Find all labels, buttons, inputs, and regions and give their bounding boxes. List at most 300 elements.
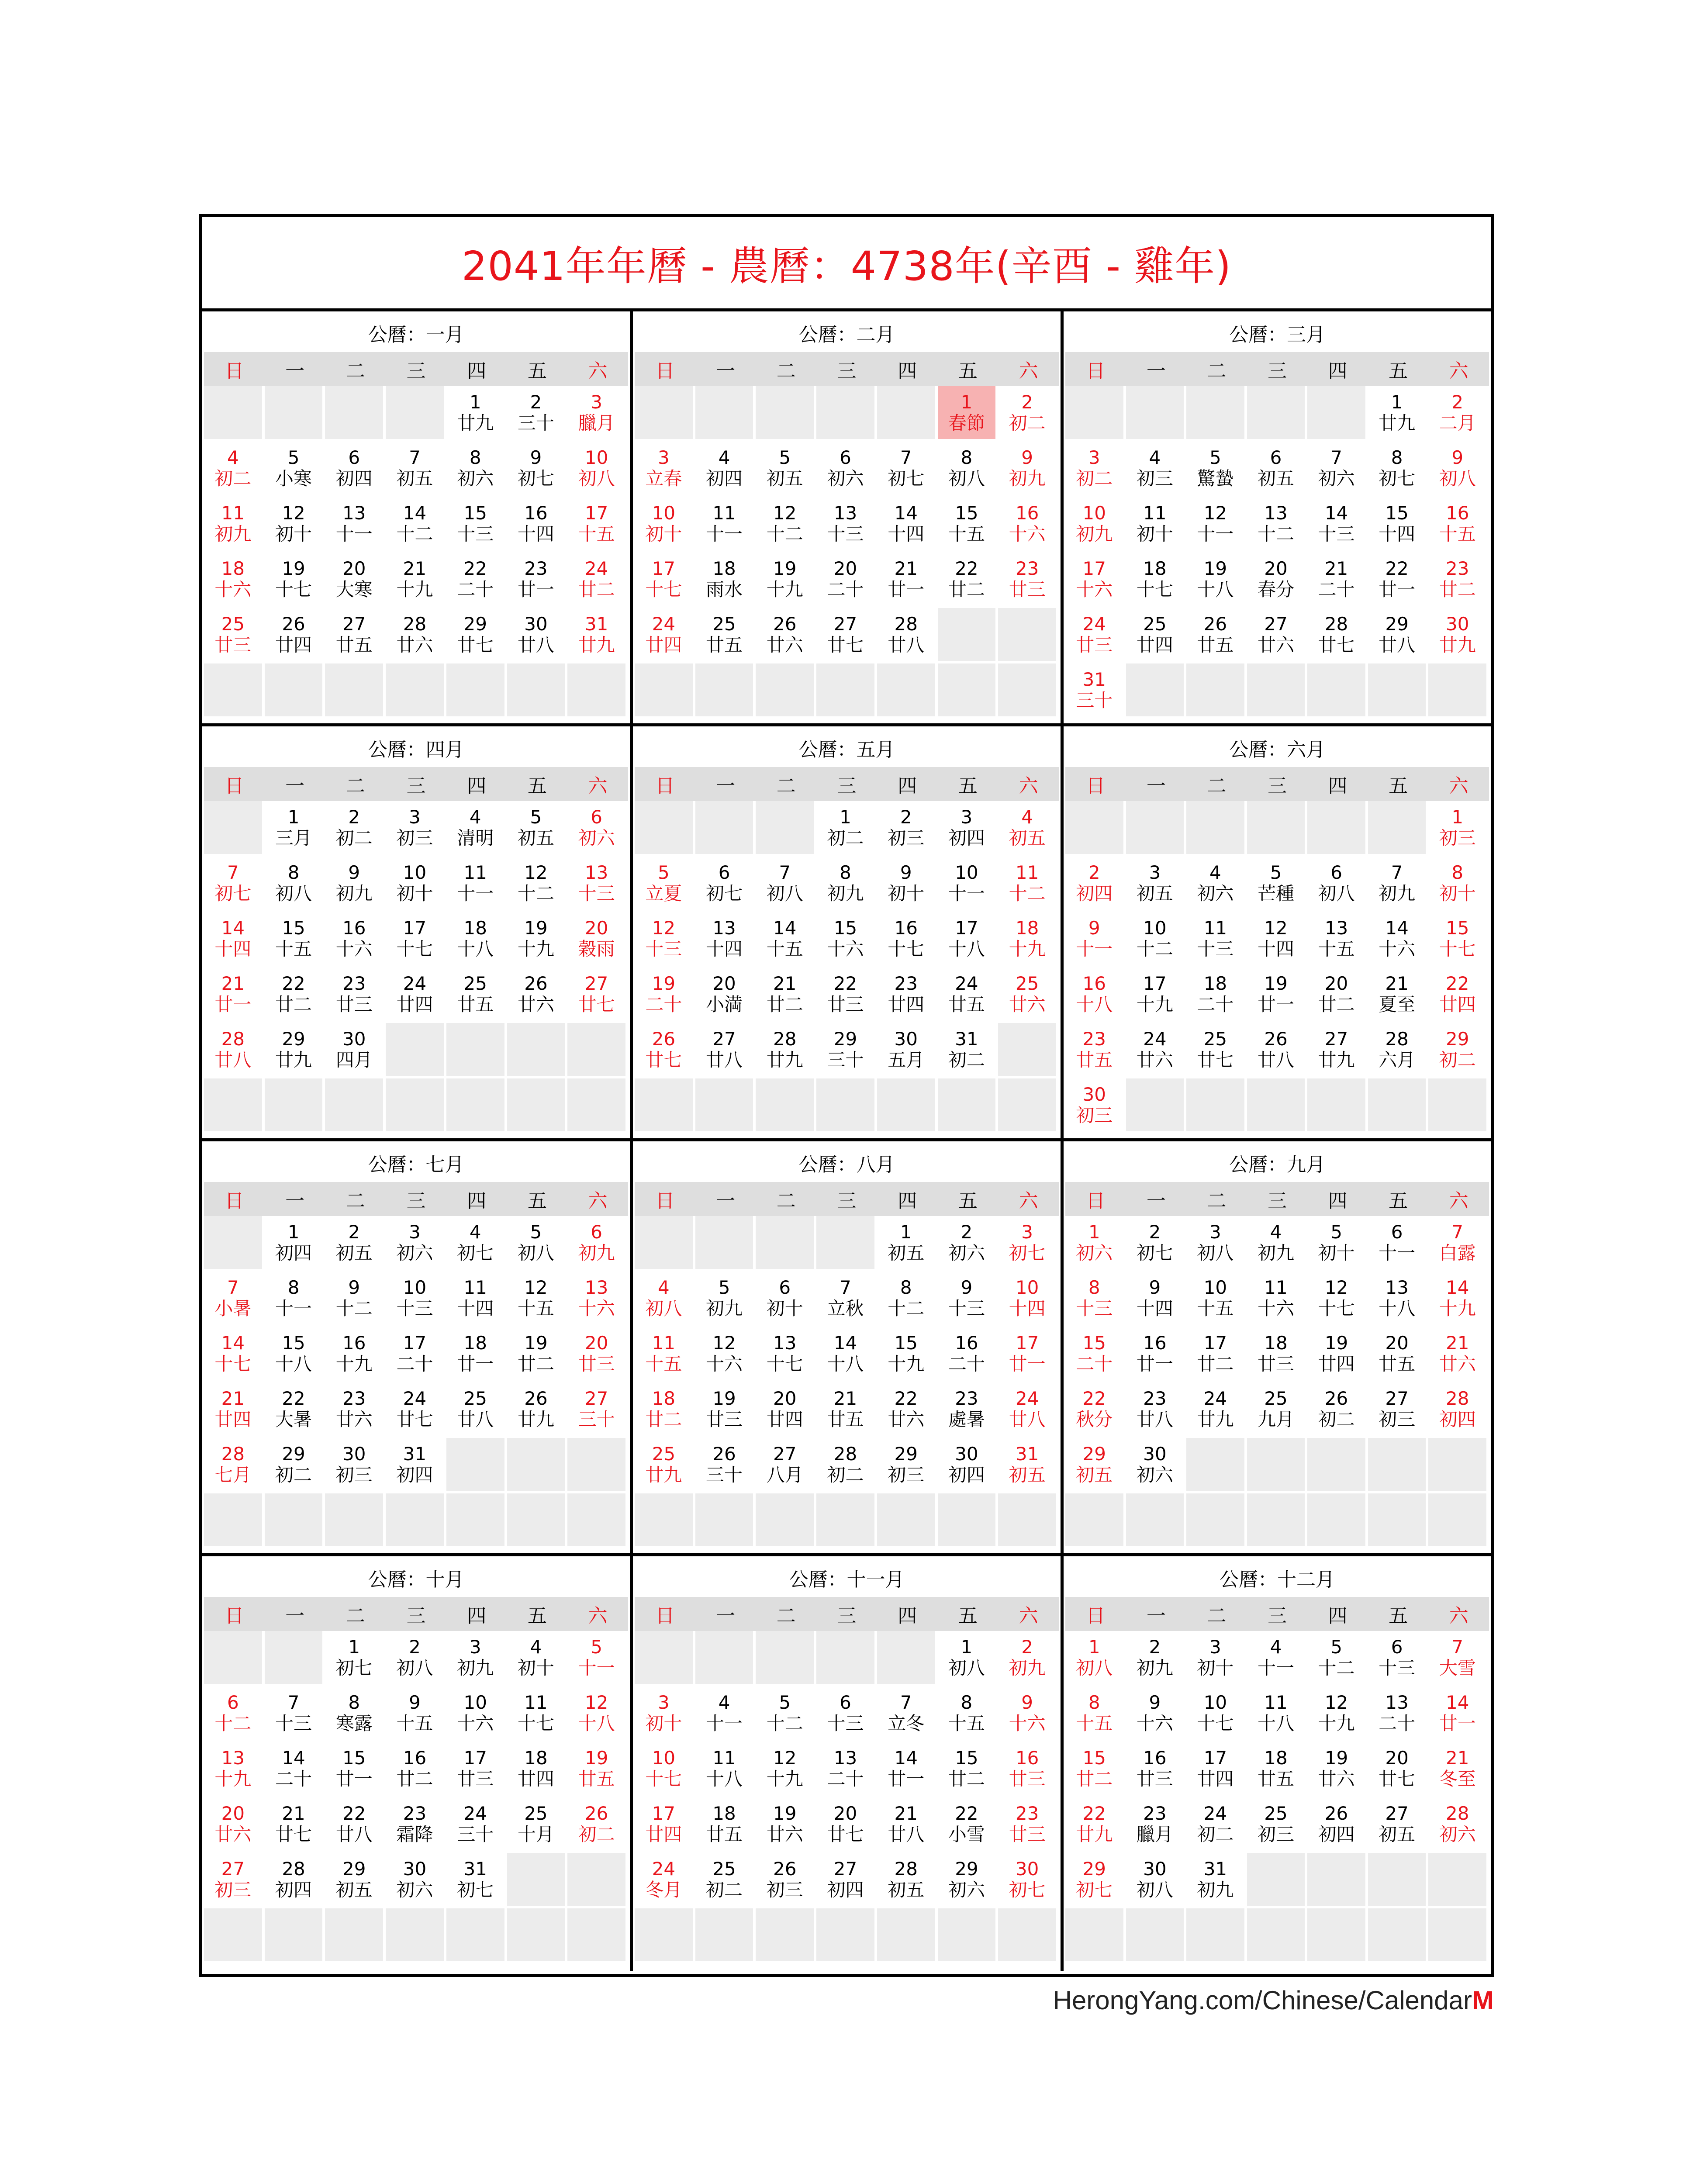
- day-cell[interactable]: [1186, 857, 1247, 912]
- day-cell[interactable]: [567, 1382, 628, 1438]
- day-cell[interactable]: [877, 1272, 938, 1327]
- day-cell[interactable]: [386, 1272, 446, 1327]
- day-cell[interactable]: [1247, 1272, 1308, 1327]
- day-cell[interactable]: [816, 1438, 877, 1493]
- day-cell[interactable]: [1126, 1272, 1187, 1327]
- day-cell[interactable]: [567, 912, 628, 968]
- day-cell[interactable]: [1126, 1631, 1187, 1686]
- day-cell[interactable]: [1186, 1023, 1247, 1078]
- day-cell[interactable]: [1368, 1797, 1429, 1853]
- day-cell[interactable]: [265, 1686, 325, 1742]
- day-cell[interactable]: [756, 1327, 816, 1382]
- day-cell[interactable]: [1065, 1631, 1126, 1686]
- day-cell[interactable]: [938, 1438, 999, 1493]
- day-cell[interactable]: [998, 1327, 1059, 1382]
- day-cell[interactable]: [1247, 608, 1308, 663]
- day-cell[interactable]: [816, 968, 877, 1023]
- day-cell[interactable]: [386, 968, 446, 1023]
- day-cell[interactable]: [1126, 1438, 1187, 1493]
- day-cell[interactable]: [1368, 553, 1429, 608]
- day-cell[interactable]: [998, 801, 1059, 857]
- day-cell[interactable]: [635, 968, 695, 1023]
- day-cell[interactable]: [325, 1216, 386, 1272]
- day-cell[interactable]: [1247, 857, 1308, 912]
- day-cell[interactable]: [998, 1797, 1059, 1853]
- day-cell[interactable]: [507, 497, 568, 553]
- day-cell[interactable]: [1065, 1272, 1126, 1327]
- day-cell[interactable]: [756, 1686, 816, 1742]
- day-cell[interactable]: [635, 553, 695, 608]
- day-cell[interactable]: [695, 497, 756, 553]
- day-cell[interactable]: [938, 1742, 999, 1797]
- day-cell[interactable]: [567, 1327, 628, 1382]
- day-cell[interactable]: [1186, 912, 1247, 968]
- day-cell[interactable]: [386, 553, 446, 608]
- day-cell[interactable]: [446, 553, 507, 608]
- day-cell[interactable]: [816, 912, 877, 968]
- day-cell[interactable]: [635, 1382, 695, 1438]
- day-cell[interactable]: [507, 1742, 568, 1797]
- day-cell[interactable]: [507, 608, 568, 663]
- day-cell[interactable]: [1065, 1853, 1126, 1908]
- day-cell[interactable]: [756, 442, 816, 497]
- day-cell[interactable]: [1186, 968, 1247, 1023]
- day-cell[interactable]: [325, 912, 386, 968]
- day-cell[interactable]: [1428, 1686, 1489, 1742]
- day-cell[interactable]: [1065, 1742, 1126, 1797]
- day-cell[interactable]: [1065, 1438, 1126, 1493]
- day-cell[interactable]: [877, 912, 938, 968]
- day-cell[interactable]: [1247, 968, 1308, 1023]
- day-cell[interactable]: [386, 1216, 446, 1272]
- day-cell[interactable]: [635, 1686, 695, 1742]
- day-cell[interactable]: [877, 1686, 938, 1742]
- day-cell[interactable]: [1307, 968, 1368, 1023]
- day-cell[interactable]: [938, 857, 999, 912]
- day-cell[interactable]: [204, 1327, 265, 1382]
- day-cell[interactable]: [756, 1023, 816, 1078]
- day-cell[interactable]: [816, 497, 877, 553]
- day-cell[interactable]: [998, 1742, 1059, 1797]
- day-cell[interactable]: [325, 857, 386, 912]
- day-cell[interactable]: [1126, 857, 1187, 912]
- day-cell[interactable]: [877, 857, 938, 912]
- day-cell[interactable]: [1186, 608, 1247, 663]
- day-cell[interactable]: [756, 1272, 816, 1327]
- day-cell[interactable]: [204, 1797, 265, 1853]
- day-cell[interactable]: [204, 968, 265, 1023]
- day-cell[interactable]: [1307, 857, 1368, 912]
- day-cell[interactable]: [877, 1438, 938, 1493]
- day-cell[interactable]: [567, 1272, 628, 1327]
- day-cell[interactable]: [386, 1686, 446, 1742]
- day-cell[interactable]: [446, 1853, 507, 1908]
- day-cell[interactable]: [265, 1272, 325, 1327]
- day-cell[interactable]: [1247, 1742, 1308, 1797]
- day-cell[interactable]: [1368, 1382, 1429, 1438]
- day-cell[interactable]: [386, 1631, 446, 1686]
- day-cell[interactable]: [1065, 608, 1126, 663]
- day-cell[interactable]: [1126, 1023, 1187, 1078]
- day-cell[interactable]: [1428, 1023, 1489, 1078]
- day-cell[interactable]: [1126, 553, 1187, 608]
- day-cell[interactable]: [756, 1742, 816, 1797]
- day-cell[interactable]: [1186, 1327, 1247, 1382]
- day-cell[interactable]: [386, 857, 446, 912]
- day-cell[interactable]: [1065, 1078, 1126, 1134]
- day-cell[interactable]: [507, 386, 568, 442]
- day-cell[interactable]: [695, 1742, 756, 1797]
- day-cell[interactable]: [446, 912, 507, 968]
- day-cell[interactable]: [998, 1686, 1059, 1742]
- day-cell[interactable]: [1065, 553, 1126, 608]
- day-cell[interactable]: [1368, 608, 1429, 663]
- day-cell[interactable]: [1126, 497, 1187, 553]
- day-cell[interactable]: [938, 912, 999, 968]
- day-cell[interactable]: [446, 1216, 507, 1272]
- day-cell[interactable]: [938, 801, 999, 857]
- day-cell[interactable]: [695, 608, 756, 663]
- day-cell[interactable]: [756, 1382, 816, 1438]
- day-cell[interactable]: [695, 553, 756, 608]
- day-cell[interactable]: [1428, 608, 1489, 663]
- day-cell[interactable]: [1428, 1272, 1489, 1327]
- day-cell[interactable]: [938, 386, 999, 442]
- day-cell[interactable]: [386, 497, 446, 553]
- day-cell[interactable]: [695, 1797, 756, 1853]
- day-cell[interactable]: [567, 1686, 628, 1742]
- day-cell[interactable]: [1428, 968, 1489, 1023]
- day-cell[interactable]: [1428, 553, 1489, 608]
- day-cell[interactable]: [756, 1853, 816, 1908]
- day-cell[interactable]: [325, 1382, 386, 1438]
- day-cell[interactable]: [386, 1853, 446, 1908]
- day-cell[interactable]: [1065, 912, 1126, 968]
- day-cell[interactable]: [386, 442, 446, 497]
- day-cell[interactable]: [446, 608, 507, 663]
- day-cell[interactable]: [695, 442, 756, 497]
- day-cell[interactable]: [938, 1216, 999, 1272]
- day-cell[interactable]: [1428, 801, 1489, 857]
- day-cell[interactable]: [938, 1797, 999, 1853]
- day-cell[interactable]: [1186, 442, 1247, 497]
- day-cell[interactable]: [635, 912, 695, 968]
- day-cell[interactable]: [386, 1797, 446, 1853]
- day-cell[interactable]: [325, 608, 386, 663]
- day-cell[interactable]: [1368, 497, 1429, 553]
- day-cell[interactable]: [567, 1216, 628, 1272]
- day-cell[interactable]: [446, 497, 507, 553]
- day-cell[interactable]: [265, 1742, 325, 1797]
- day-cell[interactable]: [507, 1216, 568, 1272]
- day-cell[interactable]: [938, 442, 999, 497]
- day-cell[interactable]: [446, 1631, 507, 1686]
- day-cell[interactable]: [1307, 1023, 1368, 1078]
- day-cell[interactable]: [567, 857, 628, 912]
- day-cell[interactable]: [1065, 1797, 1126, 1853]
- day-cell[interactable]: [695, 1272, 756, 1327]
- day-cell[interactable]: [1186, 1216, 1247, 1272]
- day-cell[interactable]: [507, 968, 568, 1023]
- day-cell[interactable]: [265, 442, 325, 497]
- day-cell[interactable]: [325, 1742, 386, 1797]
- day-cell[interactable]: [695, 1023, 756, 1078]
- day-cell[interactable]: [1307, 1742, 1368, 1797]
- day-cell[interactable]: [938, 1382, 999, 1438]
- day-cell[interactable]: [1126, 912, 1187, 968]
- day-cell[interactable]: [204, 1023, 265, 1078]
- day-cell[interactable]: [635, 608, 695, 663]
- day-cell[interactable]: [567, 1631, 628, 1686]
- day-cell[interactable]: [1368, 1742, 1429, 1797]
- day-cell[interactable]: [265, 608, 325, 663]
- day-cell[interactable]: [1368, 912, 1429, 968]
- day-cell[interactable]: [446, 442, 507, 497]
- day-cell[interactable]: [998, 968, 1059, 1023]
- day-cell[interactable]: [635, 442, 695, 497]
- day-cell[interactable]: [1428, 1216, 1489, 1272]
- day-cell[interactable]: [446, 1797, 507, 1853]
- day-cell[interactable]: [756, 968, 816, 1023]
- day-cell[interactable]: [998, 497, 1059, 553]
- day-cell[interactable]: [1065, 968, 1126, 1023]
- day-cell[interactable]: [1065, 497, 1126, 553]
- day-cell[interactable]: [816, 1382, 877, 1438]
- day-cell[interactable]: [1428, 442, 1489, 497]
- day-cell[interactable]: [567, 497, 628, 553]
- day-cell[interactable]: [446, 1327, 507, 1382]
- day-cell[interactable]: [695, 1853, 756, 1908]
- day-cell[interactable]: [877, 553, 938, 608]
- day-cell[interactable]: [695, 1438, 756, 1493]
- day-cell[interactable]: [1126, 968, 1187, 1023]
- day-cell[interactable]: [938, 1272, 999, 1327]
- day-cell[interactable]: [204, 1742, 265, 1797]
- day-cell[interactable]: [1307, 1631, 1368, 1686]
- day-cell[interactable]: [1065, 857, 1126, 912]
- day-cell[interactable]: [325, 968, 386, 1023]
- day-cell[interactable]: [204, 1853, 265, 1908]
- day-cell[interactable]: [325, 1327, 386, 1382]
- day-cell[interactable]: [635, 1023, 695, 1078]
- day-cell[interactable]: [204, 608, 265, 663]
- day-cell[interactable]: [635, 1438, 695, 1493]
- day-cell[interactable]: [816, 1797, 877, 1853]
- day-cell[interactable]: [325, 1272, 386, 1327]
- day-cell[interactable]: [1368, 1686, 1429, 1742]
- day-cell[interactable]: [1247, 553, 1308, 608]
- day-cell[interactable]: [1126, 608, 1187, 663]
- day-cell[interactable]: [1065, 1382, 1126, 1438]
- day-cell[interactable]: [446, 801, 507, 857]
- day-cell[interactable]: [204, 1382, 265, 1438]
- day-cell[interactable]: [325, 1631, 386, 1686]
- day-cell[interactable]: [695, 1686, 756, 1742]
- day-cell[interactable]: [938, 1853, 999, 1908]
- day-cell[interactable]: [1186, 497, 1247, 553]
- day-cell[interactable]: [1247, 1327, 1308, 1382]
- day-cell[interactable]: [1126, 1382, 1187, 1438]
- day-cell[interactable]: [567, 1742, 628, 1797]
- day-cell[interactable]: [816, 608, 877, 663]
- day-cell[interactable]: [938, 497, 999, 553]
- day-cell[interactable]: [1247, 1686, 1308, 1742]
- day-cell[interactable]: [877, 497, 938, 553]
- day-cell[interactable]: [1428, 912, 1489, 968]
- day-cell[interactable]: [325, 1797, 386, 1853]
- day-cell[interactable]: [507, 1272, 568, 1327]
- day-cell[interactable]: [998, 1216, 1059, 1272]
- day-cell[interactable]: [695, 1382, 756, 1438]
- day-cell[interactable]: [325, 1023, 386, 1078]
- day-cell[interactable]: [998, 1272, 1059, 1327]
- footer-url[interactable]: HerongYang.com/Chinese/Calendar: [1053, 1986, 1472, 2015]
- day-cell[interactable]: [1186, 1686, 1247, 1742]
- day-cell[interactable]: [877, 1797, 938, 1853]
- day-cell[interactable]: [877, 968, 938, 1023]
- day-cell[interactable]: [386, 912, 446, 968]
- day-cell[interactable]: [567, 1797, 628, 1853]
- day-cell[interactable]: [204, 857, 265, 912]
- day-cell[interactable]: [1186, 1631, 1247, 1686]
- day-cell[interactable]: [507, 1631, 568, 1686]
- day-cell[interactable]: [1126, 1216, 1187, 1272]
- day-cell[interactable]: [507, 1686, 568, 1742]
- day-cell[interactable]: [1428, 497, 1489, 553]
- day-cell[interactable]: [446, 1686, 507, 1742]
- day-cell[interactable]: [1126, 1742, 1187, 1797]
- day-cell[interactable]: [204, 497, 265, 553]
- day-cell[interactable]: [1247, 912, 1308, 968]
- day-cell[interactable]: [1307, 442, 1368, 497]
- day-cell[interactable]: [938, 1023, 999, 1078]
- day-cell[interactable]: [877, 1742, 938, 1797]
- day-cell[interactable]: [325, 553, 386, 608]
- day-cell[interactable]: [877, 1216, 938, 1272]
- day-cell[interactable]: [265, 553, 325, 608]
- day-cell[interactable]: [1247, 1382, 1308, 1438]
- day-cell[interactable]: [998, 1631, 1059, 1686]
- day-cell[interactable]: [446, 968, 507, 1023]
- day-cell[interactable]: [204, 1438, 265, 1493]
- day-cell[interactable]: [877, 1327, 938, 1382]
- day-cell[interactable]: [507, 1797, 568, 1853]
- day-cell[interactable]: [635, 857, 695, 912]
- day-cell[interactable]: [1368, 442, 1429, 497]
- day-cell[interactable]: [446, 857, 507, 912]
- day-cell[interactable]: [1126, 442, 1187, 497]
- day-cell[interactable]: [1428, 386, 1489, 442]
- day-cell[interactable]: [877, 1853, 938, 1908]
- day-cell[interactable]: [1126, 1797, 1187, 1853]
- day-cell[interactable]: [1307, 608, 1368, 663]
- day-cell[interactable]: [1428, 857, 1489, 912]
- day-cell[interactable]: [756, 857, 816, 912]
- day-cell[interactable]: [1307, 1327, 1368, 1382]
- day-cell[interactable]: [204, 1272, 265, 1327]
- day-cell[interactable]: [507, 912, 568, 968]
- day-cell[interactable]: [695, 912, 756, 968]
- day-cell[interactable]: [1428, 1742, 1489, 1797]
- day-cell[interactable]: [998, 1382, 1059, 1438]
- day-cell[interactable]: [1307, 1216, 1368, 1272]
- day-cell[interactable]: [325, 497, 386, 553]
- day-cell[interactable]: [1307, 912, 1368, 968]
- day-cell[interactable]: [1126, 1686, 1187, 1742]
- day-cell[interactable]: [635, 497, 695, 553]
- day-cell[interactable]: [695, 968, 756, 1023]
- day-cell[interactable]: [567, 553, 628, 608]
- day-cell[interactable]: [998, 553, 1059, 608]
- day-cell[interactable]: [507, 1382, 568, 1438]
- day-cell[interactable]: [998, 857, 1059, 912]
- day-cell[interactable]: [938, 553, 999, 608]
- day-cell[interactable]: [1126, 1853, 1187, 1908]
- day-cell[interactable]: [756, 1438, 816, 1493]
- day-cell[interactable]: [938, 1631, 999, 1686]
- day-cell[interactable]: [695, 1327, 756, 1382]
- day-cell[interactable]: [507, 1327, 568, 1382]
- day-cell[interactable]: [1368, 1272, 1429, 1327]
- day-cell[interactable]: [325, 1438, 386, 1493]
- day-cell[interactable]: [1307, 1797, 1368, 1853]
- day-cell[interactable]: [1186, 1742, 1247, 1797]
- day-cell[interactable]: [998, 442, 1059, 497]
- day-cell[interactable]: [1428, 1797, 1489, 1853]
- day-cell[interactable]: [204, 1686, 265, 1742]
- day-cell[interactable]: [265, 968, 325, 1023]
- day-cell[interactable]: [816, 1742, 877, 1797]
- day-cell[interactable]: [1368, 386, 1429, 442]
- day-cell[interactable]: [877, 442, 938, 497]
- day-cell[interactable]: [1186, 1853, 1247, 1908]
- day-cell[interactable]: [265, 1438, 325, 1493]
- day-cell[interactable]: [756, 608, 816, 663]
- day-cell[interactable]: [1428, 1631, 1489, 1686]
- day-cell[interactable]: [446, 386, 507, 442]
- day-cell[interactable]: [386, 608, 446, 663]
- day-cell[interactable]: [204, 553, 265, 608]
- day-cell[interactable]: [325, 442, 386, 497]
- day-cell[interactable]: [938, 1686, 999, 1742]
- day-cell[interactable]: [265, 1382, 325, 1438]
- day-cell[interactable]: [265, 1797, 325, 1853]
- day-cell[interactable]: [567, 608, 628, 663]
- day-cell[interactable]: [265, 801, 325, 857]
- day-cell[interactable]: [386, 1438, 446, 1493]
- day-cell[interactable]: [567, 442, 628, 497]
- day-cell[interactable]: [1247, 442, 1308, 497]
- day-cell[interactable]: [635, 1742, 695, 1797]
- day-cell[interactable]: [877, 1023, 938, 1078]
- day-cell[interactable]: [567, 801, 628, 857]
- day-cell[interactable]: [816, 442, 877, 497]
- day-cell[interactable]: [1307, 497, 1368, 553]
- day-cell[interactable]: [1186, 1272, 1247, 1327]
- day-cell[interactable]: [1186, 1797, 1247, 1853]
- day-cell[interactable]: [265, 1216, 325, 1272]
- day-cell[interactable]: [877, 1382, 938, 1438]
- day-cell[interactable]: [1368, 1216, 1429, 1272]
- day-cell[interactable]: [1307, 553, 1368, 608]
- day-cell[interactable]: [816, 553, 877, 608]
- day-cell[interactable]: [567, 386, 628, 442]
- day-cell[interactable]: [265, 1327, 325, 1382]
- day-cell[interactable]: [204, 912, 265, 968]
- day-cell[interactable]: [816, 1327, 877, 1382]
- day-cell[interactable]: [1126, 1327, 1187, 1382]
- day-cell[interactable]: [635, 1272, 695, 1327]
